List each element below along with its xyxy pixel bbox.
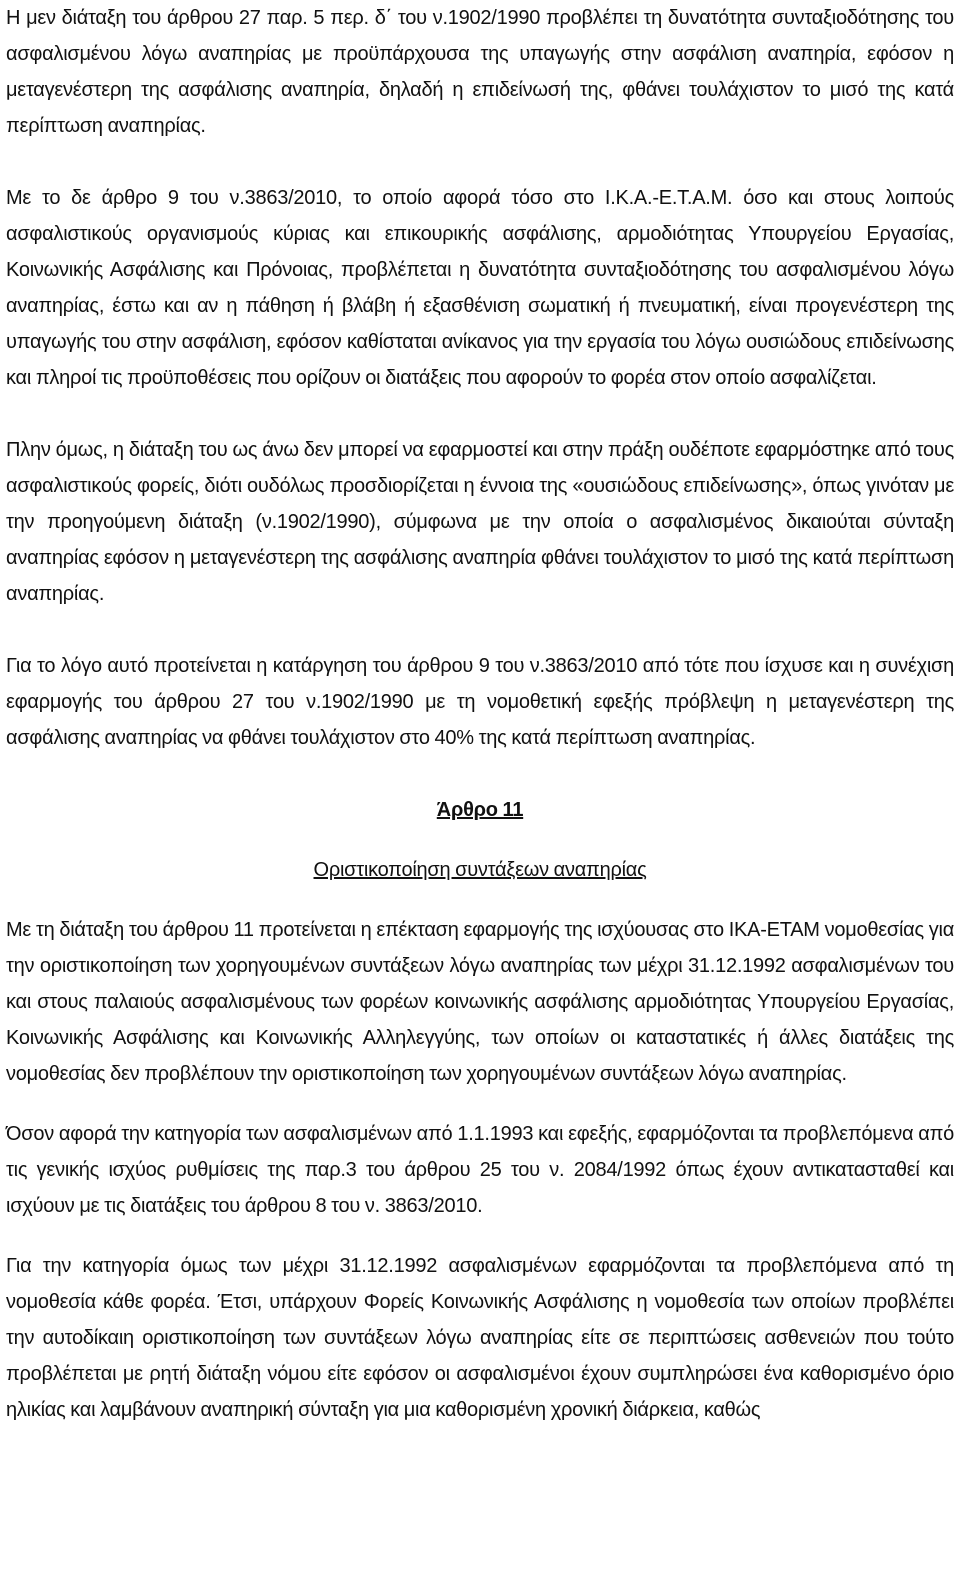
article-subtitle: Οριστικοποίηση συντάξεων αναπηρίας xyxy=(313,859,647,881)
paragraph-article-11-extension: Με τη διάταξη του άρθρου 11 προτείνεται η επέκταση εφαρμογής της ισχύουσας στο ΙΚΑ-ΕΤΑΜ νομοθεσίας για την οριστικοποίηση των χορηγουμένων συντάξεων λόγω αναπηρίας των μέχρι 31.12.1992 ασφαλισμένων του και στους παλαιούς ασφαλισμένους των φορέων κοινωνικής ασφάλισης αρμοδιότητας Υπουργείου Εργασίας, Κοινωνικής Ασφάλισης και Κοινωνικής Αλληλεγγύης, των οποίων οι καταστατικές ή άλλες διατάξεις της νομοθεσίας δεν προβλέπουν την οριστικοποίηση των χορηγουμένων συντάξεων λόγω αναπηρίας. xyxy=(6,919,954,1085)
document-page xyxy=(6,0,954,1428)
paragraph-repeal-proposal: Για το λόγο αυτό προτείνεται η κατάργηση του άρθρου 9 του ν.3863/2010 από τότε που ίσχυσε και η συνέχιση εφαρμογής του άρθρου 27 του ν.1902/1990 με τη νομοθετική εφεξής πρόβλεψη η μεταγενέστερη της ασφάλισης αναπηρίας να φθάνει τουλάχιστον στο 40% της κατά περίπτωση αναπηρίας. xyxy=(6,655,954,749)
heading-spacer xyxy=(6,888,954,912)
paragraph-spacer xyxy=(6,396,954,432)
paragraph-article-9-law-3863: Με το δε άρθρο 9 του ν.3863/2010, το οποίο αφορά τόσο στο Ι.Κ.Α.-Ε.Τ.Α.Μ. όσο και στους λοιπούς ασφαλιστικούς οργανισμούς κύριας και επικουρικής ασφάλισης, αρμοδιότητας Υπουργείου Εργασίας, Κοινωνικής Ασφάλισης και Πρόνοιας, προβλέπεται η δυνατότητα συνταξιοδότησης του ασφαλισμένου λόγω αναπηρίας, έστω και αν η πάθηση ή βλάβη ή εξασθένιση σωματική ή πνευματική, είναι προγενέστερη της υπαγωγής του στην ασφάλιση, εφόσον καθίσταται ανίκανος για την εργασία του λόγω ουσιώδους επιδείνωσης και πληροί τις προϋποθέσεις που ορίζουν οι διατάξεις που αφορούν το φορέα στον οποίο ασφαλίζεται. xyxy=(6,187,954,389)
paragraph-not-applied: Πλην όμως, η διάταξη του ως άνω δεν μπορεί να εφαρμοστεί και στην πράξη ουδέποτε εφαρμόστηκε από τους ασφαλιστικούς φορείς, διότι ουδόλως προσδιορίζεται η έννοια της «ουσιώδους επιδείνωσης», όπως γινόταν με την προηγούμενη διάταξη (ν.1902/1990), σύμφωνα με την οποία ο ασφαλισμένος δικαιούται σύνταξη αναπηρίας εφόσον η μεταγενέστερη της ασφάλισης αναπηρία φθάνει τουλάχιστον το μισό της κατά περίπτωση αναπηρίας. xyxy=(6,439,954,605)
paragraph-spacer xyxy=(6,756,954,792)
paragraph-spacer xyxy=(6,612,954,648)
paragraph-spacer xyxy=(6,1224,954,1248)
paragraph-law-1902-provision: Η μεν διάταξη του άρθρου 27 παρ. 5 περ. δ΄ του ν.1902/1990 προβλέπει τη δυνατότητα συνταξιοδότησης του ασφαλισμένου λόγω αναπηρίας με προϋπάρχουσα της υπαγωγής στην ασφάλιση αναπηρία, εφόσον η μεταγενέστερη της ασφάλισης αναπηρία, δηλαδή η επιδείνωσή της, φθάνει τουλάχιστον το μισό της κατά περίπτωση αναπηρίας. xyxy=(6,7,954,137)
paragraph-insured-before-1992: Για την κατηγορία όμως των μέχρι 31.12.1992 ασφαλισμένων εφαρμόζονται τα προβλεπόμενα από τη νομοθεσία κάθε φορέα. Έτσι, υπάρχουν Φορείς Κοινωνικής Ασφάλισης η νομοθεσία των οποίων προβλέπει την αυτοδίκαιη οριστικοποίηση των συντάξεων λόγω αναπηρίας είτε σε περιπτώσεις ασθενειών που τούτο προβλέπεται με ρητή διάταξη νόμου είτε εφόσον οι ασφαλισμένοι έχουν συμπληρώσει ένα καθορισμένο όριο ηλικίας και λαμβάνουν αναπηρική σύνταξη για μια καθορισμένη χρονική διάρκεια, καθώς xyxy=(6,1255,954,1421)
article-title: Άρθρο 11 xyxy=(436,799,524,821)
paragraph-insured-after-1993: Όσον αφορά την κατηγορία των ασφαλισμένων από 1.1.1993 και εφεξής, εφαρμόζονται τα προβλεπόμενα από τις γενικής ισχύος ρυθμίσεις της παρ.3 του άρθρου 25 του ν. 2084/1992 όπως έχουν αντικατασταθεί και ισχύουν με τις διατάξεις του άρθρου 8 του ν. 3863/2010. xyxy=(6,1123,954,1217)
heading-spacer xyxy=(6,828,954,852)
paragraph-spacer xyxy=(6,1092,954,1116)
paragraph-spacer xyxy=(6,144,954,180)
